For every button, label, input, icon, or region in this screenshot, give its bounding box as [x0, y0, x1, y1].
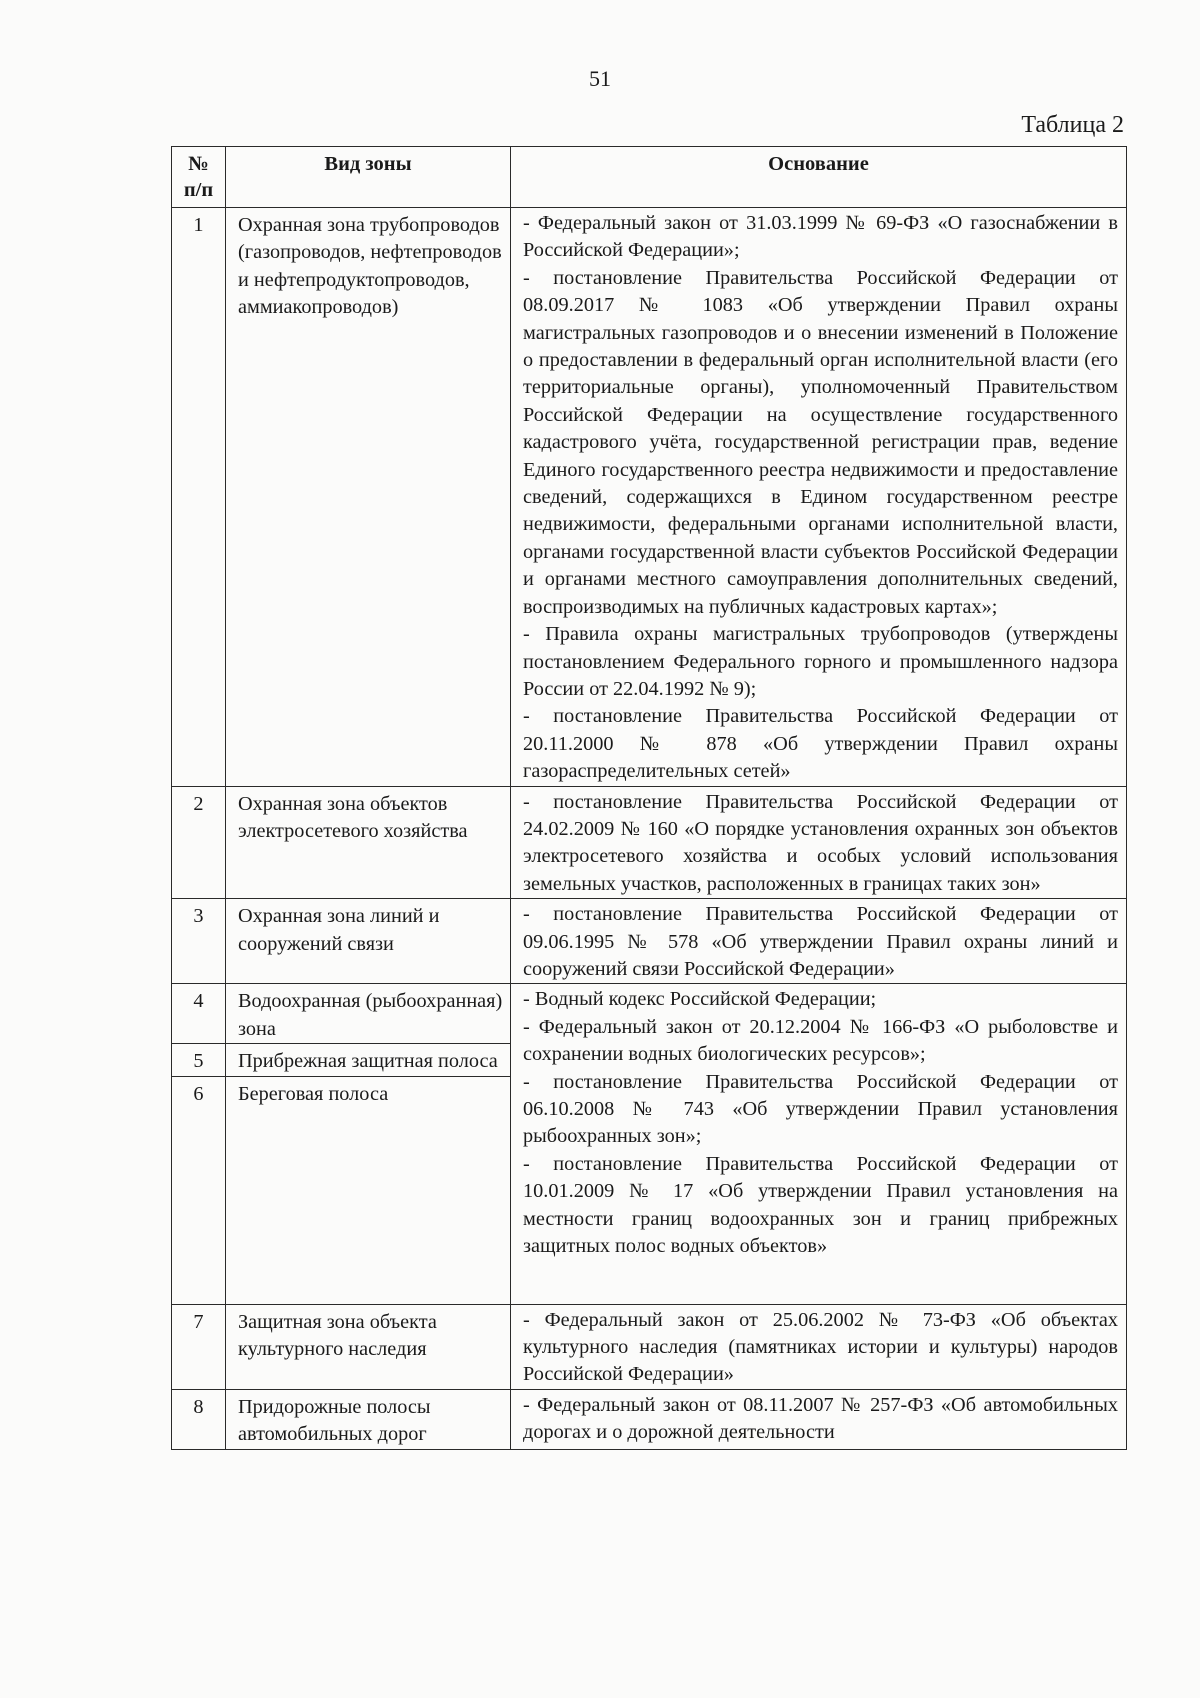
row-number: 7: [172, 1304, 226, 1389]
table-row: [172, 1304, 1127, 1389]
basis-paragraph: - Федеральный закон от 31.03.1999 № 69-ФЗ «О газоснабжении в Российской Федерации»;: [523, 212, 1118, 262]
page-number: 51: [589, 66, 611, 91]
zone-type: Прибрежная защитная полоса: [226, 1044, 511, 1076]
table-row: [172, 899, 1127, 984]
zone-type: Охранная зона объектов электросетевого хозяйства: [226, 786, 511, 899]
row-number: 6: [172, 1076, 226, 1304]
row-number: 5: [172, 1044, 226, 1076]
basis-cell: [511, 1389, 1127, 1449]
table-row: [172, 208, 1127, 787]
table-row: [172, 786, 1127, 899]
row-number: 1: [172, 208, 226, 787]
basis-cell: [511, 786, 1127, 899]
basis-paragraph: - постановление Правительства Российской Федерации от 10.01.2009 № 17 «Об утверждении Правил установления на местности границ водоохранных зон и границ прибрежных защитных полос водных объектов»: [523, 1152, 1118, 1258]
basis-paragraph: - Водный кодекс Российской Федерации;: [523, 988, 877, 1011]
header-number: [172, 147, 226, 208]
basis-cell: [511, 899, 1127, 984]
zones-table: [171, 146, 1127, 1450]
basis-paragraph: - постановление Правительства Российской Федерации от 06.10.2008 № 743 «Об утверждении Правил установления рыбоохранных зон»;: [523, 1070, 1118, 1148]
header-number-line1: №: [188, 153, 209, 175]
zone-type: Водоохранная (рыбоохранная) зона: [226, 984, 511, 1044]
header-number-line2: п/п: [183, 179, 214, 201]
basis-cell: [511, 208, 1127, 787]
row-number: 2: [172, 786, 226, 899]
basis-paragraph: - постановление Правительства Российской Федерации от 08.09.2017 № 1083 «Об утверждении Правил охраны магистральных газопроводов и о внесении изменений в Положение о предоставлении в федеральный орган исполнительной власти (его территориальные органы), уполномоченный Правительством Российской Федерации на осуществление государственного кадастрового учёта, государственной регистрации прав, ведение Единого государственного реестра недвижимости и предоставление сведений, содержащихся в Едином государственном реестре недвижимости, федеральными органами исполнительной власти, органами государственной власти субъектов Российской Федерации и органами местного самоуправления дополнительных сведений, воспроизводимых на публичных кадастровых картах»;: [523, 266, 1118, 618]
basis-cell-merged: [511, 984, 1127, 1304]
basis-cell: [511, 1304, 1127, 1389]
row-number: 8: [172, 1389, 226, 1449]
header-zone-type: Вид зоны: [226, 147, 511, 208]
zone-type: Охранная зона линий и сооружений связи: [226, 899, 511, 984]
zone-type: Защитная зона объекта культурного наследия: [226, 1304, 511, 1389]
table-row: [172, 1389, 1127, 1449]
basis-paragraph: - постановление Правительства Российской Федерации от 09.06.1995 № 578 «Об утверждении Правил охраны линий и сооружений связи Российской Федерации»: [523, 903, 1118, 980]
row-number: 4: [172, 984, 226, 1044]
zone-type: Охранная зона трубопроводов (газопроводов, нефтепроводов и нефтепродуктопроводов, аммиакопроводов): [226, 208, 511, 787]
basis-paragraph: - Федеральный закон от 20.12.2004 № 166-ФЗ «О рыболовстве и сохранении водных биологических ресурсов»;: [523, 1015, 1118, 1066]
basis-paragraph: - Правила охраны магистральных трубопроводов (утверждены постановлением Федерального горного и промышленного надзора России от 22.04.1992 № 9);: [523, 623, 1118, 700]
basis-paragraph: - Федеральный закон от 08.11.2007 № 257-ФЗ «Об автомобильных дорогах и о дорожной деятельности: [523, 1393, 1118, 1444]
basis-paragraph: - Федеральный закон от 25.06.2002 № 73-ФЗ «Об объектах культурного наследия (памятниках истории и культуры) народов Российской Федерации»: [523, 1308, 1118, 1386]
zone-type: Береговая полоса: [226, 1076, 511, 1304]
table-header-row: [172, 147, 1127, 208]
zone-type: Придорожные полосы автомобильных дорог: [226, 1389, 511, 1449]
table-row: [172, 984, 1127, 1044]
row-number: 3: [172, 899, 226, 984]
basis-paragraph: - постановление Правительства Российской Федерации от 24.02.2009 № 160 «О порядке установления охранных зон объектов электросетевого хозяйства и особых условий использования земельных участков, расположенных в границах таких зон»: [523, 790, 1118, 895]
header-basis: Основание: [511, 147, 1127, 208]
table-caption: Таблица 2: [1021, 112, 1124, 138]
basis-paragraph: - постановление Правительства Российской Федерации от 20.11.2000 № 878 «Об утверждении Правил охраны газораспределительных сетей»: [523, 705, 1118, 783]
